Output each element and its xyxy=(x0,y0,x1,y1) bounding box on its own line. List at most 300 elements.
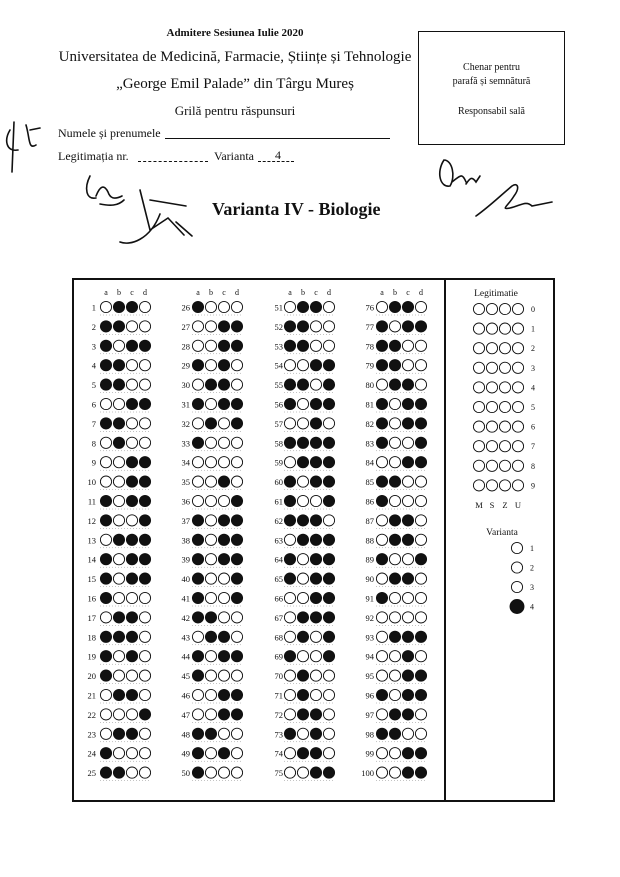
answer-bubble[interactable] xyxy=(205,651,216,662)
answer-bubble[interactable] xyxy=(310,767,321,778)
answer-bubble[interactable] xyxy=(205,573,216,584)
legit-bubble[interactable] xyxy=(499,401,510,412)
answer-bubble[interactable] xyxy=(310,651,321,662)
answer-bubble[interactable] xyxy=(284,573,295,584)
answer-bubble[interactable] xyxy=(126,651,137,662)
answer-bubble[interactable] xyxy=(415,437,426,448)
answer-bubble[interactable] xyxy=(323,631,334,642)
answer-bubble[interactable] xyxy=(218,437,229,448)
legit-bubble[interactable] xyxy=(473,460,484,471)
answer-bubble[interactable] xyxy=(205,709,216,720)
answer-bubble[interactable] xyxy=(376,360,387,371)
answer-bubble[interactable] xyxy=(297,340,308,351)
answer-bubble[interactable] xyxy=(192,476,203,487)
answer-bubble[interactable] xyxy=(192,534,203,545)
answer-bubble[interactable] xyxy=(297,321,308,332)
answer-bubble[interactable] xyxy=(205,340,216,351)
answer-bubble[interactable] xyxy=(310,573,321,584)
answer-bubble[interactable] xyxy=(284,437,295,448)
answer-bubble[interactable] xyxy=(389,670,400,681)
answer-bubble[interactable] xyxy=(100,515,111,526)
answer-bubble[interactable] xyxy=(415,709,426,720)
answer-bubble[interactable] xyxy=(139,728,150,739)
legit-bubble[interactable] xyxy=(512,343,523,354)
answer-bubble[interactable] xyxy=(192,670,203,681)
answer-bubble[interactable] xyxy=(389,457,400,468)
answer-bubble[interactable] xyxy=(192,321,203,332)
variant-bubble[interactable] xyxy=(511,581,522,592)
answer-bubble[interactable] xyxy=(323,301,334,312)
legit-bubble[interactable] xyxy=(473,343,484,354)
answer-bubble[interactable] xyxy=(323,592,334,603)
answer-bubble[interactable] xyxy=(284,554,295,565)
answer-bubble[interactable] xyxy=(100,651,111,662)
answer-bubble[interactable] xyxy=(402,360,413,371)
answer-bubble[interactable] xyxy=(402,457,413,468)
answer-bubble[interactable] xyxy=(415,728,426,739)
answer-bubble[interactable] xyxy=(402,515,413,526)
answer-bubble[interactable] xyxy=(100,495,111,506)
answer-bubble[interactable] xyxy=(231,321,242,332)
answer-bubble[interactable] xyxy=(139,748,150,759)
answer-bubble[interactable] xyxy=(323,728,334,739)
answer-bubble[interactable] xyxy=(402,476,413,487)
answer-bubble[interactable] xyxy=(402,767,413,778)
answer-bubble[interactable] xyxy=(310,689,321,700)
answer-bubble[interactable] xyxy=(113,651,124,662)
answer-bubble[interactable] xyxy=(389,651,400,662)
legit-bubble[interactable] xyxy=(486,343,497,354)
answer-bubble[interactable] xyxy=(100,670,111,681)
answer-bubble[interactable] xyxy=(376,476,387,487)
answer-bubble[interactable] xyxy=(113,321,124,332)
answer-bubble[interactable] xyxy=(205,437,216,448)
answer-bubble[interactable] xyxy=(284,495,295,506)
legit-bubble[interactable] xyxy=(499,480,510,491)
legit-bubble[interactable] xyxy=(512,362,523,373)
answer-bubble[interactable] xyxy=(231,689,242,700)
answer-bubble[interactable] xyxy=(415,670,426,681)
answer-bubble[interactable] xyxy=(310,515,321,526)
answer-bubble[interactable] xyxy=(231,495,242,506)
answer-bubble[interactable] xyxy=(126,592,137,603)
answer-bubble[interactable] xyxy=(205,612,216,623)
answer-bubble[interactable] xyxy=(231,728,242,739)
answer-bubble[interactable] xyxy=(192,515,203,526)
answer-bubble[interactable] xyxy=(192,379,203,390)
answer-bubble[interactable] xyxy=(284,418,295,429)
answer-bubble[interactable] xyxy=(113,301,124,312)
answer-bubble[interactable] xyxy=(389,612,400,623)
answer-bubble[interactable] xyxy=(231,534,242,545)
answer-bubble[interactable] xyxy=(376,651,387,662)
answer-bubble[interactable] xyxy=(415,301,426,312)
answer-bubble[interactable] xyxy=(205,631,216,642)
answer-bubble[interactable] xyxy=(205,748,216,759)
answer-bubble[interactable] xyxy=(231,767,242,778)
answer-bubble[interactable] xyxy=(323,748,334,759)
legit-bubble[interactable] xyxy=(512,323,523,334)
answer-bubble[interactable] xyxy=(389,748,400,759)
legit-bubble[interactable] xyxy=(512,441,523,452)
answer-bubble[interactable] xyxy=(113,767,124,778)
answer-bubble[interactable] xyxy=(415,360,426,371)
answer-bubble[interactable] xyxy=(284,476,295,487)
answer-bubble[interactable] xyxy=(192,340,203,351)
answer-bubble[interactable] xyxy=(284,340,295,351)
answer-bubble[interactable] xyxy=(139,437,150,448)
answer-bubble[interactable] xyxy=(100,437,111,448)
answer-bubble[interactable] xyxy=(139,418,150,429)
answer-bubble[interactable] xyxy=(297,360,308,371)
answer-bubble[interactable] xyxy=(139,476,150,487)
answer-bubble[interactable] xyxy=(415,651,426,662)
legit-bubble[interactable] xyxy=(486,441,497,452)
answer-bubble[interactable] xyxy=(231,612,242,623)
answer-bubble[interactable] xyxy=(126,689,137,700)
answer-bubble[interactable] xyxy=(139,631,150,642)
answer-bubble[interactable] xyxy=(297,612,308,623)
answer-bubble[interactable] xyxy=(205,592,216,603)
answer-bubble[interactable] xyxy=(100,534,111,545)
answer-bubble[interactable] xyxy=(284,631,295,642)
answer-bubble[interactable] xyxy=(297,651,308,662)
answer-bubble[interactable] xyxy=(310,398,321,409)
answer-bubble[interactable] xyxy=(192,748,203,759)
answer-bubble[interactable] xyxy=(310,592,321,603)
answer-bubble[interactable] xyxy=(415,476,426,487)
answer-bubble[interactable] xyxy=(218,651,229,662)
answer-bubble[interactable] xyxy=(126,457,137,468)
answer-bubble[interactable] xyxy=(402,709,413,720)
answer-bubble[interactable] xyxy=(126,398,137,409)
answer-bubble[interactable] xyxy=(126,767,137,778)
answer-bubble[interactable] xyxy=(218,748,229,759)
answer-bubble[interactable] xyxy=(100,728,111,739)
answer-bubble[interactable] xyxy=(284,534,295,545)
answer-bubble[interactable] xyxy=(205,476,216,487)
answer-bubble[interactable] xyxy=(376,457,387,468)
answer-bubble[interactable] xyxy=(310,379,321,390)
variant-bubble[interactable] xyxy=(511,562,522,573)
legit-bubble[interactable] xyxy=(512,401,523,412)
answer-bubble[interactable] xyxy=(284,689,295,700)
answer-bubble[interactable] xyxy=(205,670,216,681)
answer-bubble[interactable] xyxy=(297,767,308,778)
answer-bubble[interactable] xyxy=(323,767,334,778)
answer-bubble[interactable] xyxy=(231,340,242,351)
answer-bubble[interactable] xyxy=(310,321,321,332)
answer-bubble[interactable] xyxy=(100,554,111,565)
answer-bubble[interactable] xyxy=(284,767,295,778)
answer-bubble[interactable] xyxy=(297,534,308,545)
answer-bubble[interactable] xyxy=(297,418,308,429)
legit-bubble[interactable] xyxy=(486,421,497,432)
answer-bubble[interactable] xyxy=(415,689,426,700)
answer-bubble[interactable] xyxy=(139,592,150,603)
answer-bubble[interactable] xyxy=(126,418,137,429)
answer-bubble[interactable] xyxy=(402,631,413,642)
answer-bubble[interactable] xyxy=(415,457,426,468)
answer-bubble[interactable] xyxy=(310,340,321,351)
legit-bubble[interactable] xyxy=(512,460,523,471)
answer-bubble[interactable] xyxy=(376,554,387,565)
answer-bubble[interactable] xyxy=(139,301,150,312)
answer-bubble[interactable] xyxy=(415,631,426,642)
answer-bubble[interactable] xyxy=(402,728,413,739)
answer-bubble[interactable] xyxy=(297,592,308,603)
answer-bubble[interactable] xyxy=(192,728,203,739)
answer-bubble[interactable] xyxy=(376,612,387,623)
answer-bubble[interactable] xyxy=(205,554,216,565)
answer-bubble[interactable] xyxy=(310,437,321,448)
answer-bubble[interactable] xyxy=(218,360,229,371)
answer-bubble[interactable] xyxy=(218,534,229,545)
answer-bubble[interactable] xyxy=(218,631,229,642)
answer-bubble[interactable] xyxy=(284,592,295,603)
answer-bubble[interactable] xyxy=(323,689,334,700)
answer-bubble[interactable] xyxy=(126,321,137,332)
answer-bubble[interactable] xyxy=(231,631,242,642)
answer-bubble[interactable] xyxy=(218,709,229,720)
answer-bubble[interactable] xyxy=(389,476,400,487)
answer-bubble[interactable] xyxy=(402,321,413,332)
answer-bubble[interactable] xyxy=(402,340,413,351)
answer-bubble[interactable] xyxy=(284,398,295,409)
answer-bubble[interactable] xyxy=(231,709,242,720)
answer-bubble[interactable] xyxy=(297,515,308,526)
answer-bubble[interactable] xyxy=(389,418,400,429)
answer-bubble[interactable] xyxy=(323,360,334,371)
answer-bubble[interactable] xyxy=(205,379,216,390)
answer-bubble[interactable] xyxy=(415,340,426,351)
answer-bubble[interactable] xyxy=(323,398,334,409)
answer-bubble[interactable] xyxy=(323,670,334,681)
answer-bubble[interactable] xyxy=(389,398,400,409)
answer-bubble[interactable] xyxy=(218,573,229,584)
answer-bubble[interactable] xyxy=(192,418,203,429)
answer-bubble[interactable] xyxy=(389,689,400,700)
legit-bubble[interactable] xyxy=(486,323,497,334)
answer-bubble[interactable] xyxy=(139,515,150,526)
legit-bubble[interactable] xyxy=(499,382,510,393)
answer-bubble[interactable] xyxy=(310,748,321,759)
answer-bubble[interactable] xyxy=(376,321,387,332)
answer-bubble[interactable] xyxy=(126,379,137,390)
variant-bubble[interactable] xyxy=(510,600,524,614)
answer-bubble[interactable] xyxy=(126,554,137,565)
answer-bubble[interactable] xyxy=(415,515,426,526)
answer-bubble[interactable] xyxy=(231,418,242,429)
answer-bubble[interactable] xyxy=(192,651,203,662)
answer-bubble[interactable] xyxy=(218,340,229,351)
answer-bubble[interactable] xyxy=(310,418,321,429)
answer-bubble[interactable] xyxy=(376,437,387,448)
answer-bubble[interactable] xyxy=(310,631,321,642)
answer-bubble[interactable] xyxy=(310,360,321,371)
answer-bubble[interactable] xyxy=(218,321,229,332)
answer-bubble[interactable] xyxy=(323,709,334,720)
answer-bubble[interactable] xyxy=(231,670,242,681)
answer-bubble[interactable] xyxy=(205,418,216,429)
answer-bubble[interactable] xyxy=(100,360,111,371)
answer-bubble[interactable] xyxy=(415,495,426,506)
answer-bubble[interactable] xyxy=(310,476,321,487)
answer-bubble[interactable] xyxy=(192,301,203,312)
legit-bubble[interactable] xyxy=(473,441,484,452)
answer-bubble[interactable] xyxy=(323,554,334,565)
answer-bubble[interactable] xyxy=(389,554,400,565)
answer-bubble[interactable] xyxy=(284,709,295,720)
answer-bubble[interactable] xyxy=(376,515,387,526)
answer-bubble[interactable] xyxy=(126,573,137,584)
legit-bubble[interactable] xyxy=(499,441,510,452)
legit-bubble[interactable] xyxy=(499,343,510,354)
answer-bubble[interactable] xyxy=(284,651,295,662)
answer-bubble[interactable] xyxy=(402,651,413,662)
answer-bubble[interactable] xyxy=(205,689,216,700)
answer-bubble[interactable] xyxy=(126,670,137,681)
answer-bubble[interactable] xyxy=(415,748,426,759)
answer-bubble[interactable] xyxy=(297,709,308,720)
answer-bubble[interactable] xyxy=(113,748,124,759)
answer-bubble[interactable] xyxy=(113,534,124,545)
answer-bubble[interactable] xyxy=(113,612,124,623)
answer-bubble[interactable] xyxy=(389,534,400,545)
answer-bubble[interactable] xyxy=(323,418,334,429)
answer-bubble[interactable] xyxy=(231,437,242,448)
answer-bubble[interactable] xyxy=(297,728,308,739)
answer-bubble[interactable] xyxy=(376,301,387,312)
answer-bubble[interactable] xyxy=(297,476,308,487)
answer-bubble[interactable] xyxy=(113,631,124,642)
answer-bubble[interactable] xyxy=(402,437,413,448)
answer-bubble[interactable] xyxy=(126,728,137,739)
answer-bubble[interactable] xyxy=(310,728,321,739)
legit-bubble[interactable] xyxy=(512,382,523,393)
answer-bubble[interactable] xyxy=(376,689,387,700)
answer-bubble[interactable] xyxy=(113,689,124,700)
answer-bubble[interactable] xyxy=(310,495,321,506)
answer-bubble[interactable] xyxy=(297,437,308,448)
answer-bubble[interactable] xyxy=(415,612,426,623)
legit-bubble[interactable] xyxy=(499,421,510,432)
answer-bubble[interactable] xyxy=(323,495,334,506)
answer-bubble[interactable] xyxy=(389,301,400,312)
answer-bubble[interactable] xyxy=(310,301,321,312)
answer-bubble[interactable] xyxy=(205,767,216,778)
answer-bubble[interactable] xyxy=(192,592,203,603)
answer-bubble[interactable] xyxy=(415,379,426,390)
answer-bubble[interactable] xyxy=(126,340,137,351)
answer-bubble[interactable] xyxy=(402,495,413,506)
answer-bubble[interactable] xyxy=(297,301,308,312)
legit-bubble[interactable] xyxy=(473,421,484,432)
answer-bubble[interactable] xyxy=(376,748,387,759)
answer-bubble[interactable] xyxy=(415,321,426,332)
legit-bubble[interactable] xyxy=(473,401,484,412)
answer-bubble[interactable] xyxy=(323,321,334,332)
answer-bubble[interactable] xyxy=(284,515,295,526)
answer-bubble[interactable] xyxy=(402,670,413,681)
answer-bubble[interactable] xyxy=(113,457,124,468)
answer-bubble[interactable] xyxy=(192,398,203,409)
answer-bubble[interactable] xyxy=(192,709,203,720)
answer-bubble[interactable] xyxy=(192,457,203,468)
answer-bubble[interactable] xyxy=(139,651,150,662)
answer-bubble[interactable] xyxy=(323,437,334,448)
answer-bubble[interactable] xyxy=(192,573,203,584)
legit-bubble[interactable] xyxy=(499,303,510,314)
answer-bubble[interactable] xyxy=(323,476,334,487)
answer-bubble[interactable] xyxy=(389,767,400,778)
answer-bubble[interactable] xyxy=(205,495,216,506)
answer-bubble[interactable] xyxy=(389,495,400,506)
answer-bubble[interactable] xyxy=(139,321,150,332)
answer-bubble[interactable] xyxy=(126,515,137,526)
answer-bubble[interactable] xyxy=(126,476,137,487)
answer-bubble[interactable] xyxy=(376,495,387,506)
answer-bubble[interactable] xyxy=(376,631,387,642)
legit-bubble[interactable] xyxy=(473,323,484,334)
answer-bubble[interactable] xyxy=(100,321,111,332)
answer-bubble[interactable] xyxy=(218,767,229,778)
answer-bubble[interactable] xyxy=(323,457,334,468)
answer-bubble[interactable] xyxy=(402,379,413,390)
answer-bubble[interactable] xyxy=(139,612,150,623)
answer-bubble[interactable] xyxy=(402,592,413,603)
legit-bubble[interactable] xyxy=(499,362,510,373)
legit-bubble[interactable] xyxy=(473,480,484,491)
answer-bubble[interactable] xyxy=(139,554,150,565)
answer-bubble[interactable] xyxy=(376,728,387,739)
answer-bubble[interactable] xyxy=(218,554,229,565)
answer-bubble[interactable] xyxy=(402,301,413,312)
answer-bubble[interactable] xyxy=(100,301,111,312)
answer-bubble[interactable] xyxy=(113,670,124,681)
answer-bubble[interactable] xyxy=(297,398,308,409)
legit-bubble[interactable] xyxy=(499,323,510,334)
answer-bubble[interactable] xyxy=(100,689,111,700)
answer-bubble[interactable] xyxy=(323,612,334,623)
answer-bubble[interactable] xyxy=(100,398,111,409)
answer-bubble[interactable] xyxy=(205,360,216,371)
answer-bubble[interactable] xyxy=(218,398,229,409)
answer-bubble[interactable] xyxy=(231,748,242,759)
answer-bubble[interactable] xyxy=(205,398,216,409)
answer-bubble[interactable] xyxy=(192,689,203,700)
answer-bubble[interactable] xyxy=(218,612,229,623)
answer-bubble[interactable] xyxy=(139,398,150,409)
answer-bubble[interactable] xyxy=(310,457,321,468)
answer-bubble[interactable] xyxy=(139,534,150,545)
answer-bubble[interactable] xyxy=(297,457,308,468)
answer-bubble[interactable] xyxy=(113,495,124,506)
answer-bubble[interactable] xyxy=(376,573,387,584)
answer-bubble[interactable] xyxy=(205,728,216,739)
answer-bubble[interactable] xyxy=(218,515,229,526)
answer-bubble[interactable] xyxy=(284,670,295,681)
answer-bubble[interactable] xyxy=(284,612,295,623)
legit-bubble[interactable] xyxy=(473,362,484,373)
answer-bubble[interactable] xyxy=(284,728,295,739)
answer-bubble[interactable] xyxy=(323,573,334,584)
answer-bubble[interactable] xyxy=(218,689,229,700)
answer-bubble[interactable] xyxy=(402,534,413,545)
answer-bubble[interactable] xyxy=(389,379,400,390)
answer-bubble[interactable] xyxy=(231,476,242,487)
legit-bubble[interactable] xyxy=(512,421,523,432)
